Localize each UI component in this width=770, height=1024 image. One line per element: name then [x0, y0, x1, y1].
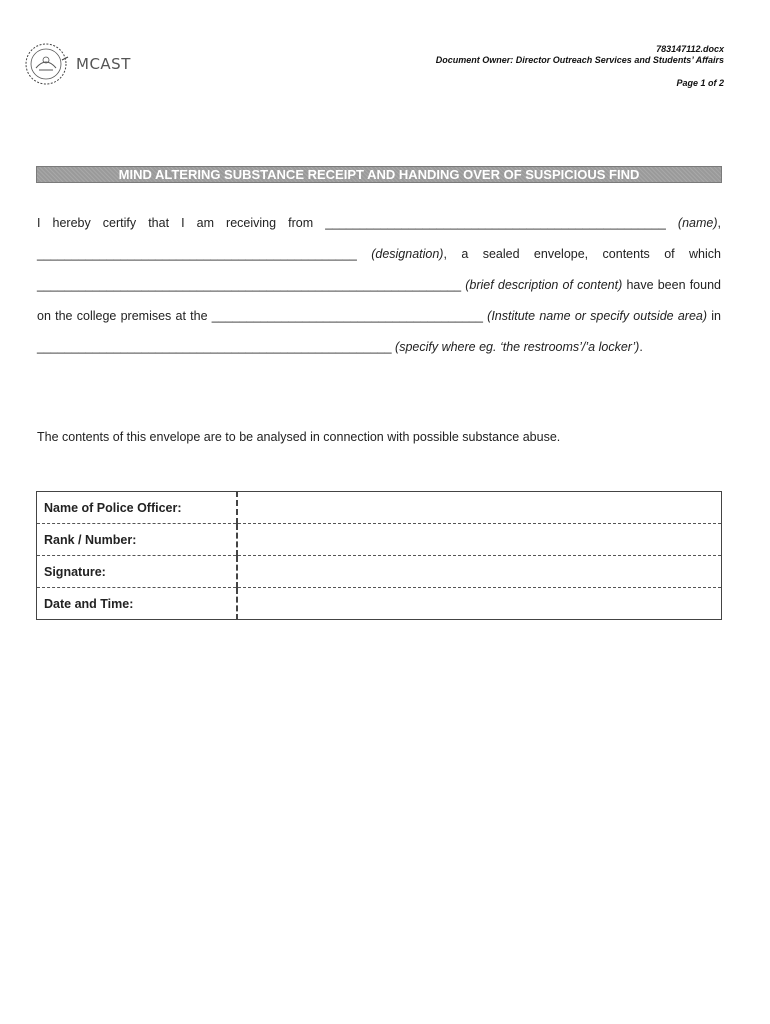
certification-text-2: , [717, 216, 721, 230]
form-title-banner: MIND ALTERING SUBSTANCE RECEIPT AND HANDING OVER OF SUSPICIOUS FIND [36, 166, 722, 183]
table-row [37, 588, 722, 620]
document-owner: Document Owner: Director Outreach Services and Students’ Affairs [435, 55, 724, 65]
certification-text-6: . [639, 340, 643, 354]
name-blank: _________________________________________________ [325, 216, 666, 230]
date-time-label: Date and Time: [37, 588, 238, 620]
signature-field[interactable] [237, 556, 722, 588]
date-time-field[interactable] [237, 588, 722, 620]
table-row [37, 524, 722, 556]
institute-blank: _______________________________________ [211, 309, 483, 323]
logo-text: MCAST [76, 55, 131, 73]
college-seal-icon [24, 42, 72, 86]
document-header [436, 44, 724, 89]
document-filename: 783147112.docx [656, 44, 724, 54]
location-blank: ___________________________________________________ [37, 340, 392, 354]
institute-hint: (Institute name or specify outside area) [482, 309, 708, 323]
contents-statement: The contents of this envelope are to be analysed in connection with possible substance abuse. [37, 430, 561, 444]
officer-name-field[interactable] [237, 492, 722, 524]
certification-text-5: in [707, 309, 721, 323]
police-officer-table [36, 491, 722, 620]
mcast-logo [24, 42, 131, 86]
certification-text-3: , a sealed envelope, contents of which [443, 247, 721, 261]
rank-number-label: Rank / Number: [37, 524, 238, 556]
table-row [37, 556, 722, 588]
description-blank: _____________________________________________________________ [37, 278, 462, 292]
certification-paragraph [37, 208, 721, 363]
location-hint: (specify where eg. ‘the restrooms’/’a locker’) [391, 340, 640, 354]
designation-hint: (designation) [356, 247, 444, 261]
page-number: Page 1 of 2 [676, 78, 724, 88]
signature-label: Signature: [37, 556, 238, 588]
certification-text-1: I hereby certify that I am receiving from [37, 216, 326, 230]
certification-text-4: have been found on the college premises at the [37, 278, 721, 323]
officer-name-label: Name of Police Officer: [37, 492, 238, 524]
rank-number-field[interactable] [237, 524, 722, 556]
table-row [37, 492, 722, 524]
description-hint: (brief description of content) [461, 278, 623, 292]
name-hint: (name) [665, 216, 718, 230]
designation-blank: ______________________________________________ [37, 247, 357, 261]
